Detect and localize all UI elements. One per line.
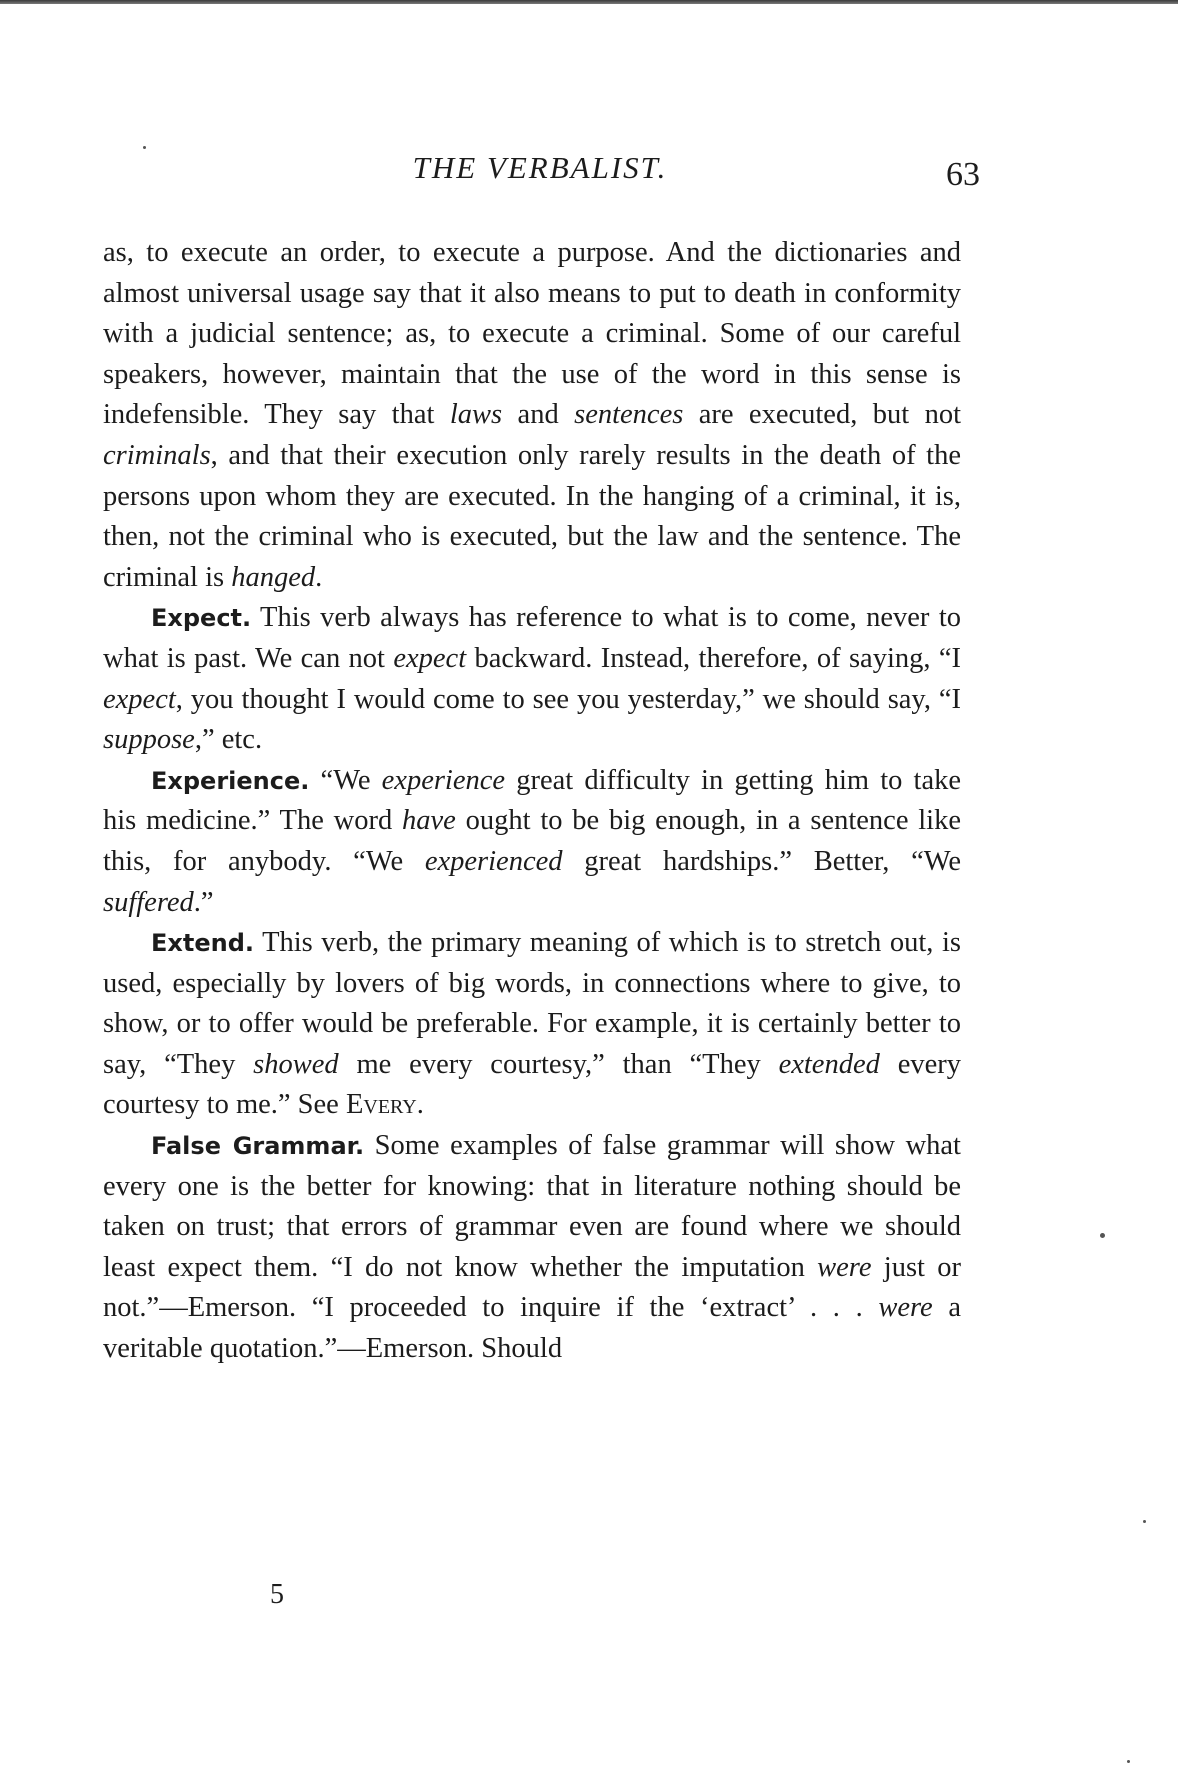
text-run: are executed, but not [683,399,961,431]
entry-experience [103,761,961,923]
entry-headword: False Grammar. [151,1132,365,1161]
page-number: 63 [946,156,980,193]
cross-reference: Every [345,1089,417,1121]
italic-run: have [402,805,456,837]
text-run: just or not.”—Emerson. “I proceeded to inquire if the ‘extract’ . . . [103,1251,961,1324]
italic-run: suppose [103,724,195,756]
running-header [100,150,980,210]
entry-headword: Experience. [151,766,310,795]
text-run: ,” etc. [194,724,263,756]
italic-run: were [878,1292,933,1324]
text-run: me every courtesy,” than “They [338,1048,779,1080]
signature-mark: 5 [270,1579,284,1610]
entry-expect [103,598,961,760]
entry-extend [103,923,961,1126]
ink-speck [143,146,146,149]
running-title: THE VERBALIST. [412,150,668,185]
italic-run: expect [103,683,176,715]
italic-run: experience [381,764,506,796]
text-run: , you thought I would come to see you yesterday,” we should say, “I [175,683,961,715]
ink-speck [1143,1520,1146,1523]
entry-execute-continuation [103,233,961,598]
body-text [103,233,961,1370]
text-run: This verb always has reference to what is to come, never to what is past. We can not [103,602,961,674]
text-run: This verb, the primary meaning of which is to stretch out, is used, especially by lovers of big words, in connections where to give, to show, or to offer would be preferable. For example, it is certainly better to say, “They [103,927,961,1080]
text-run: great hardships.” Better, “We [562,845,961,877]
text-run: “We [309,764,382,796]
italic-run: experienced [424,845,563,877]
text-run: , and that their execution only rarely results in the death of the persons upon whom they are executed. In the hanging of a criminal, it is, then, not the criminal who is executed, but the law and the sentence. The criminal is [103,439,961,593]
text-run: . [416,1089,424,1121]
text-run: a veritable quotation.”—Emerson. Should [103,1292,961,1365]
text-run: every courtesy to me.” See [103,1048,962,1121]
italic-run: showed [253,1048,339,1080]
entry-headword: Extend. [151,929,255,958]
italic-run: extended [778,1048,880,1080]
entry-false-grammar [103,1126,961,1370]
italic-run: laws [449,399,503,431]
ink-speck [1100,1233,1105,1238]
text-run: ought to be big enough, in a sentence like this, for anybody. “We [103,805,962,877]
text-run: . [315,561,323,593]
text-run: Some examples of false grammar will show what every one is the better for knowing: that in literature nothing should be taken on trust; that errors of grammar even are found where we should least expect them. “I do not know whether the imputation [103,1130,961,1283]
text-run: and [502,399,575,431]
italic-run: sentences [574,399,684,431]
text-run: as, to execute an order, to execute a purpose. And the dictionaries and almost universal usage say that it also means to put to death in conformity with a judicial sentence; as, to execute a criminal. Some of our careful speakers, however, maintain that the use of the word in this sense is indefensible. They say that [103,237,961,431]
text-run: .” [193,886,214,918]
ink-speck [1127,1760,1130,1763]
page-top-edge [0,0,1178,4]
entry-headword: Expect. [151,604,252,633]
text-run: great difficulty in getting him to take his medicine.” The word [103,764,961,837]
italic-run: hanged [231,561,316,593]
italic-run: were [817,1251,872,1283]
italic-run: criminals [103,439,211,471]
italic-run: suffered [103,886,194,918]
text-run: backward. Instead, therefore, of saying, “I [466,642,961,674]
italic-run: expect [393,642,467,674]
